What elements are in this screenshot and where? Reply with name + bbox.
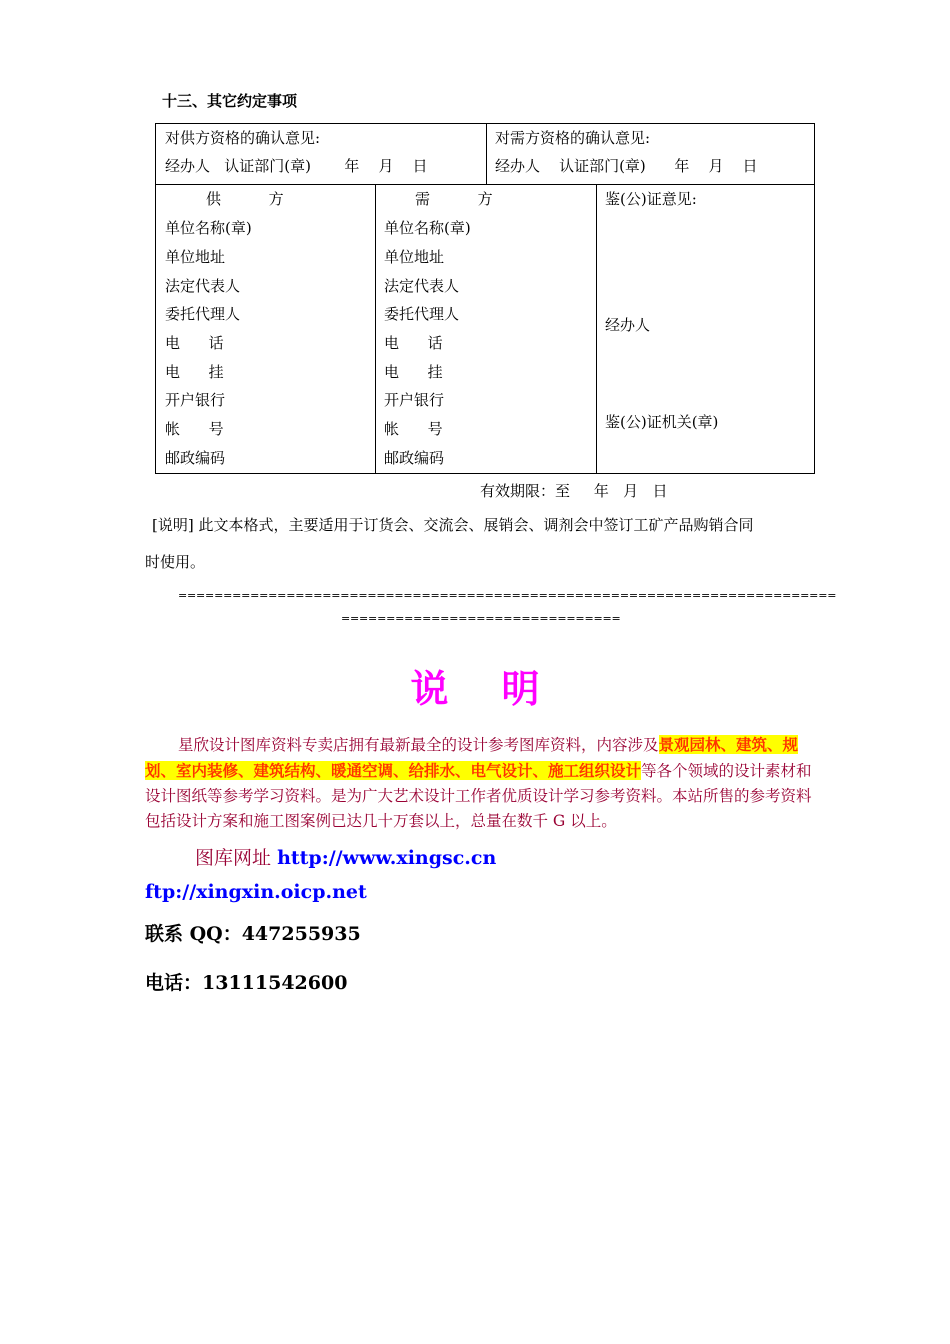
supplier-confirmation-label: 对供方资格的确认意见: bbox=[165, 129, 321, 147]
notary-office-label: 鉴(公)证机关(章) bbox=[605, 413, 719, 431]
description-text-after: 等各个领域的设计素材和设计图纸等参考学习资料。是为广大艺术设计工作者优质设计学习参考资料。本站所售的参考资料包括设计方案和施工图案例已达几十万套以上，总量在数千 G 以上。 bbox=[145, 762, 812, 830]
supplier-confirmation-cell bbox=[156, 124, 487, 184]
explanation-heading: 说 明 bbox=[410, 667, 540, 711]
buyer-field: 电 话 bbox=[384, 334, 443, 352]
buyer-field: 单位名称(章) bbox=[384, 219, 471, 237]
section-title: 十三、其它约定事项 bbox=[162, 92, 298, 110]
supplier-field: 单位名称(章) bbox=[165, 219, 252, 237]
description-highlight: 景观园林、建筑、规划、室内装修、建筑结构、暖通空调、给排水、电气设计、施工组织设计 bbox=[145, 735, 799, 780]
contact-phone: 电话：13111542600 bbox=[145, 972, 348, 994]
separator-line-2: =============================== bbox=[341, 612, 621, 625]
buyer-column bbox=[375, 185, 597, 473]
supplier-confirmation-sign-line: 经办人 认证部门(章) 年 月 日 bbox=[165, 157, 428, 175]
supplier-field: 开户银行 bbox=[165, 391, 226, 409]
buyer-column-header: 需 方 bbox=[415, 190, 493, 208]
supplier-column bbox=[156, 185, 376, 473]
library-link-label: 图库网址 bbox=[195, 847, 272, 869]
supplier-field: 邮政编码 bbox=[165, 449, 226, 467]
supplier-field: 委托代理人 bbox=[165, 305, 241, 323]
buyer-confirmation-label: 对需方资格的确认意见: bbox=[495, 129, 651, 147]
supplier-column-header: 供 方 bbox=[206, 190, 284, 208]
buyer-field: 法定代表人 bbox=[384, 277, 460, 295]
supplier-field: 帐 号 bbox=[165, 420, 224, 438]
parties-table bbox=[155, 185, 815, 474]
notary-handler-label: 经办人 bbox=[605, 316, 651, 334]
buyer-confirmation-sign-line: 经办人 认证部门(章) 年 月 日 bbox=[495, 157, 758, 175]
ftp-link[interactable]: ftp://xingxin.oicp.net bbox=[145, 881, 367, 903]
notary-opinion-label: 鉴(公)证意见: bbox=[605, 190, 697, 208]
buyer-field: 单位地址 bbox=[384, 248, 445, 266]
library-link-line bbox=[195, 843, 496, 870]
description-paragraph bbox=[145, 732, 825, 834]
validity-period: 有效期限：至 年 月 日 bbox=[480, 482, 668, 500]
supplier-field: 法定代表人 bbox=[165, 277, 241, 295]
buyer-field: 开户银行 bbox=[384, 391, 445, 409]
usage-note-line-1: [说明] 此文本格式，主要适用于订货会、交流会、展销会、调剂会中签订工矿产品购销合同 bbox=[152, 516, 754, 534]
supplier-field: 电 挂 bbox=[165, 363, 224, 381]
library-url-link[interactable]: http://www.xingsc.cn bbox=[277, 847, 497, 869]
buyer-field: 帐 号 bbox=[384, 420, 443, 438]
buyer-field: 邮政编码 bbox=[384, 449, 445, 467]
usage-note-line-2: 时使用。 bbox=[145, 553, 206, 571]
contact-qq: 联系 QQ：447255935 bbox=[145, 923, 361, 945]
buyer-field: 委托代理人 bbox=[384, 305, 460, 323]
confirmation-table bbox=[155, 123, 815, 185]
buyer-field: 电 挂 bbox=[384, 363, 443, 381]
description-text-before: 星欣设计图库资料专卖店拥有最新最全的设计参考图库资料，内容涉及 bbox=[178, 736, 659, 754]
supplier-field: 单位地址 bbox=[165, 248, 226, 266]
supplier-field: 电 话 bbox=[165, 334, 224, 352]
separator-line-1: ========================================================================= bbox=[178, 589, 837, 602]
buyer-confirmation-cell bbox=[486, 124, 814, 184]
notary-column bbox=[596, 185, 814, 473]
